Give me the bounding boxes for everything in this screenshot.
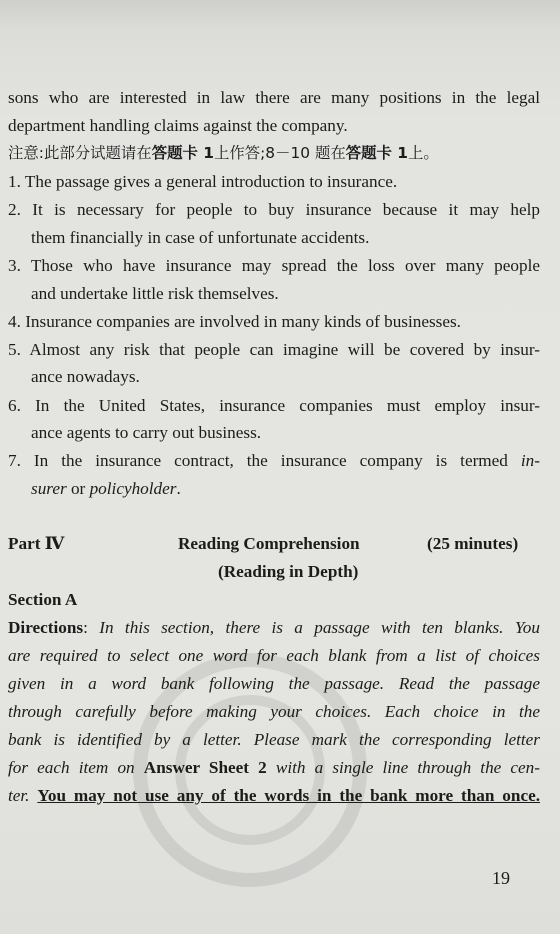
statement-number: 7.: [8, 451, 21, 470]
answer-sheet-ref: Answer Sheet 2: [143, 758, 267, 777]
statement-5-line-1: [8, 340, 540, 360]
note-bold-1: 答题卡 1: [151, 144, 214, 162]
directions-colon: :: [83, 618, 88, 637]
directions-text: with a single line through the cen-: [275, 758, 541, 777]
note-text-1: 注意:此部分试题请在: [8, 144, 152, 162]
statement-3-line-2: and undertake little risk themselves.: [31, 284, 279, 303]
directions-text: for each item on: [8, 758, 135, 777]
statement-6-line-1: [8, 396, 540, 416]
directions-text: ter.: [8, 786, 30, 805]
note-text-3: 上。: [408, 144, 439, 162]
directions-line-3: given in a word bank following the passage. Read the passage: [8, 674, 540, 693]
statement-text: It is necessary for people to buy insurance because it may help: [32, 200, 541, 219]
statement-text: Insurance companies are involved in many kinds of businesses.: [25, 312, 461, 331]
statement-text: In the United States, insurance companies must employ insur-: [35, 396, 541, 415]
period: .: [176, 479, 181, 498]
statement-2-line-1: [8, 200, 540, 220]
intro-line-1: sons who are interested in law there are many positions in the legal: [8, 88, 540, 107]
statement-1: [8, 172, 540, 192]
statement-3-line-1: [8, 256, 540, 276]
directions-line-2: are required to select one word for each blank from a list of choices: [8, 646, 540, 665]
directions-line-1: [8, 618, 540, 638]
directions-label: Directions: [8, 618, 84, 637]
term-insurer: surer: [31, 479, 67, 498]
statement-text: Almost any risk that people can imagine will be covered by insur-: [29, 340, 540, 359]
statement-5-line-2: ance nowadays.: [31, 367, 140, 386]
note-text-2: 上作答;8－10 题在: [213, 144, 346, 162]
directions-line-7: [8, 786, 540, 806]
statement-number: 6.: [8, 396, 21, 415]
statement-text: Those who have insurance may spread the loss over many people: [30, 256, 540, 275]
statement-number: 4.: [8, 312, 21, 331]
statement-number: 3.: [8, 256, 21, 275]
intro-line-2: department handling claims against the company.: [8, 116, 348, 135]
statement-4: [8, 312, 540, 332]
page-number: 19: [492, 868, 510, 888]
statement-text: In the insurance contract, the insurance company is termed: [33, 451, 508, 470]
directions-line-4: through carefully before making your choices. Each choice in the: [8, 702, 540, 721]
statement-2-line-2: them financially in case of unfortunate accidents.: [31, 228, 370, 247]
or-word: or: [70, 479, 86, 498]
part-label: Part Ⅳ: [8, 534, 65, 553]
part-title: Reading Comprehension: [178, 534, 360, 553]
term-policyholder: policyholder: [89, 479, 177, 498]
directions-text: In this section, there is a passage with ten blanks. You: [99, 618, 540, 637]
note-line: [8, 143, 540, 163]
statement-number: 1.: [8, 172, 21, 191]
statement-7-line-1: [8, 451, 540, 471]
note-bold-2: 答题卡 1: [345, 144, 409, 162]
statement-text: The passage gives a general introduction to insurance.: [24, 172, 398, 191]
part-time: (25 minutes): [427, 534, 519, 553]
part-subtitle: (Reading in Depth): [218, 562, 359, 581]
directions-emphasis: You may not use any of the words in the bank more than once.: [37, 786, 540, 805]
statement-7-line-2: [31, 479, 540, 499]
directions-line-6: [8, 758, 540, 778]
directions-line-5: bank is identified by a letter. Please mark the corresponding letter: [8, 730, 540, 749]
section-heading: Section A: [8, 590, 78, 609]
statement-italic: in-: [520, 451, 540, 470]
statement-6-line-2: ance agents to carry out business.: [31, 423, 262, 442]
statement-number: 2.: [8, 200, 21, 219]
statement-number: 5.: [8, 340, 21, 359]
